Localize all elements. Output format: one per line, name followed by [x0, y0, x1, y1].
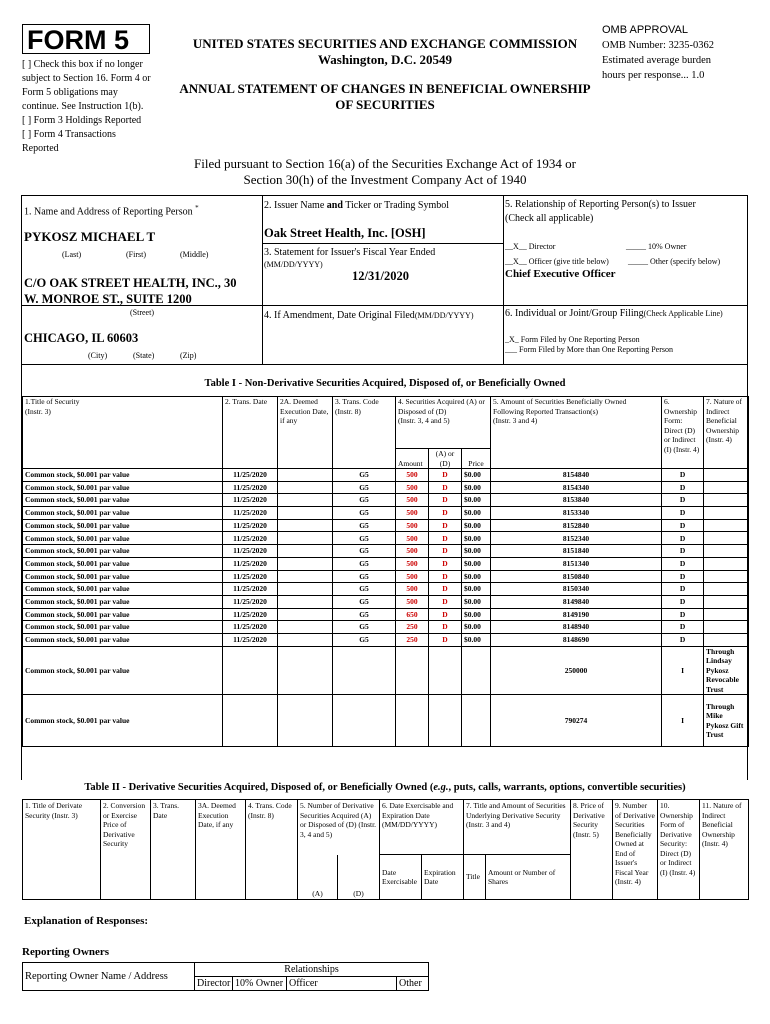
checkbox-line: Reported	[22, 143, 59, 154]
t1-date: 11/25/2020	[223, 494, 278, 507]
t1-owned: 8148940	[491, 621, 662, 634]
form-title: ANNUAL STATEMENT OF CHANGES IN BENEFICIAL OWNERSHIP	[179, 81, 591, 96]
agency-name: UNITED STATES SECURITIES AND EXCHANGE COMMISSION	[192, 36, 578, 51]
t2-h-a: (A)	[298, 855, 338, 900]
t1-date: 11/25/2020	[223, 557, 278, 570]
t1-ad: D	[429, 532, 462, 545]
t1-form: D	[662, 583, 704, 596]
reporting-person-name: PYKOSZ MICHAEL T	[24, 229, 156, 244]
t1-date: 11/25/2020	[223, 545, 278, 558]
ten-pct-header: 10% Owner	[233, 977, 287, 991]
t1-owned: 8150840	[491, 570, 662, 583]
t1-h-amount: Amount	[396, 449, 429, 469]
t1-form: D	[662, 481, 704, 494]
t2-h3a: 3A. Deemed Execution Date, if any	[196, 800, 246, 900]
city-state-zip: CHICAGO, IL 60603	[24, 331, 139, 345]
checkbox-block	[22, 58, 172, 156]
t2-h5: 5. Number of Derivative Securities Acquired (A) or Disposed of (D) (Instr. 3, 4 and 5)	[298, 800, 380, 855]
t1-title: Common stock, $0.001 par value	[23, 608, 223, 621]
t1-title: Common stock, $0.001 par value	[23, 570, 223, 583]
t2-h4: 4. Trans. Code (Instr. 8)	[246, 800, 298, 900]
omb-title: OMB APPROVAL	[602, 24, 688, 36]
t1-amount: 500	[396, 532, 429, 545]
t1-code: G5	[333, 621, 396, 634]
t1-price: $0.00	[462, 532, 491, 545]
table-row	[23, 570, 749, 583]
t1-date: 11/25/2020	[223, 633, 278, 646]
other-header: Other	[397, 977, 429, 991]
t1-ad: D	[429, 595, 462, 608]
table-row	[23, 494, 749, 507]
t1-amount: 500	[396, 583, 429, 596]
omb-burden: Estimated average burden	[602, 55, 712, 66]
table-row	[23, 532, 749, 545]
t1-code: G5	[333, 519, 396, 532]
box3-sub: (MM/DD/YYYY)	[264, 260, 323, 269]
director-header: Director	[195, 977, 233, 991]
first-label: (First)	[126, 250, 146, 259]
relationships-header: Relationships	[195, 963, 429, 977]
t1-owned: 8148690	[491, 633, 662, 646]
t1-indirect-owned: 250000	[491, 646, 662, 695]
t1-owned: 8149840	[491, 595, 662, 608]
last-label: (Last)	[62, 250, 82, 259]
t1-date: 11/25/2020	[223, 595, 278, 608]
t1-owned: 8154840	[491, 469, 662, 482]
t1-code: G5	[333, 583, 396, 596]
checkbox-line[interactable]: [ ] Check this box if no longer	[22, 59, 143, 70]
t1-h-aord: (A) or (D)	[429, 449, 462, 469]
t1-title: Common stock, $0.001 par value	[23, 633, 223, 646]
table-row	[23, 507, 749, 520]
t1-amount: 500	[396, 557, 429, 570]
t1-form: D	[662, 507, 704, 520]
t2-h6: 6. Date Exercisable and Expiration Date (MM/DD/YYYY)	[380, 800, 464, 855]
t1-indirect-form: I	[662, 695, 704, 747]
t1-date: 11/25/2020	[223, 583, 278, 596]
t2-h7: 7. Title and Amount of Securities Underlying Derivative Security (Instr. 3 and 4)	[464, 800, 571, 855]
table-row	[23, 557, 749, 570]
t1-amount: 500	[396, 570, 429, 583]
box2-label: 2. Issuer Name and Ticker or Trading Symbol	[264, 200, 450, 211]
t1-form: D	[662, 621, 704, 634]
table-row	[23, 621, 749, 634]
t1-owned: 8151340	[491, 557, 662, 570]
t1-code: G5	[333, 469, 396, 482]
t1-title: Common stock, $0.001 par value	[23, 532, 223, 545]
t1-ad: D	[429, 583, 462, 596]
t1-title: Common stock, $0.001 par value	[23, 583, 223, 596]
table1-title: Table I - Non-Derivative Securities Acquired, Disposed of, or Beneficially Owned	[204, 378, 566, 389]
t1-title: Common stock, $0.001 par value	[23, 557, 223, 570]
checkbox-line: Form 5 obligations may	[22, 87, 118, 98]
t2-h9: 9. Number of Derivative Securities Beneficially Owned at End of Issuer's Fiscal Year (Instr. 4)	[613, 800, 658, 900]
form-label: FORM 5	[22, 24, 150, 54]
t1-amount: 500	[396, 519, 429, 532]
t1-ad: D	[429, 570, 462, 583]
t1-h-nature: 7. Nature of Indirect Beneficial Ownership (Instr. 4)	[704, 397, 749, 469]
box4-label: 4. If Amendment, Date Original Filed(MM/DD/YYYY)	[264, 310, 474, 321]
t1-owned: 8153340	[491, 507, 662, 520]
table1	[22, 396, 749, 747]
t1-title: Common stock, $0.001 par value	[23, 494, 223, 507]
t1-ad: D	[429, 633, 462, 646]
owner-name-header: Reporting Owner Name / Address	[23, 963, 195, 991]
issuer-name: Oak Street Health, Inc. [OSH]	[264, 226, 426, 240]
t1-amount: 500	[396, 507, 429, 520]
t1-amount: 500	[396, 469, 429, 482]
checkbox-line: subject to Section 16. Form 4 or	[22, 73, 151, 84]
t1-indirect-title: Common stock, $0.001 par value	[23, 646, 223, 695]
t1-date: 11/25/2020	[223, 621, 278, 634]
box5-label: 5. Relationship of Reporting Person(s) to Issuer	[505, 199, 696, 210]
t1-price: $0.00	[462, 583, 491, 596]
t2-h10: 10. Ownership Form of Derivative Security: Direct (D) or Indirect (I) (Instr. 4)	[658, 800, 700, 900]
t1-form: D	[662, 469, 704, 482]
street-line2: W. MONROE ST., SUITE 1200	[24, 292, 192, 306]
agency-city: Washington, D.C. 20549	[318, 52, 452, 67]
ten-pct-check[interactable]: _____ 10% Owner	[626, 242, 687, 251]
t1-owned: 8152840	[491, 519, 662, 532]
t1-amount: 500	[396, 545, 429, 558]
t1-ad: D	[429, 557, 462, 570]
t1-price: $0.00	[462, 519, 491, 532]
t1-price: $0.00	[462, 570, 491, 583]
t1-ad: D	[429, 507, 462, 520]
t1-code: G5	[333, 633, 396, 646]
t1-price: $0.00	[462, 595, 491, 608]
t1-price: $0.00	[462, 494, 491, 507]
t2-h8: 8. Price of Derivative Security (Instr. 5)	[571, 800, 613, 900]
t1-code: G5	[333, 481, 396, 494]
table-row	[23, 519, 749, 532]
table-row	[23, 469, 749, 482]
t1-code: G5	[333, 545, 396, 558]
t1-ad: D	[429, 469, 462, 482]
t1-form: D	[662, 608, 704, 621]
t1-price: $0.00	[462, 557, 491, 570]
t1-h-date: 2. Trans. Date	[223, 397, 278, 469]
box1-label: 1. Name and Address of Reporting Person *	[24, 204, 199, 218]
t1-price: $0.00	[462, 608, 491, 621]
zip-label: (Zip)	[180, 351, 197, 360]
t1-title: Common stock, $0.001 par value	[23, 545, 223, 558]
officer-header: Officer	[287, 977, 397, 991]
other-check[interactable]: _____ Other (specify below)	[628, 257, 721, 266]
t1-code: G5	[333, 608, 396, 621]
table-row	[23, 595, 749, 608]
t2-h3: 3. Trans. Date	[151, 800, 196, 900]
box3-label: 3. Statement for Issuer's Fiscal Year Ended	[264, 247, 436, 258]
t1-form: D	[662, 519, 704, 532]
t1-code: G5	[333, 532, 396, 545]
t1-date: 11/25/2020	[223, 469, 278, 482]
t1-ad: D	[429, 621, 462, 634]
t1-indirect-form: I	[662, 646, 704, 695]
t1-owned: 8154340	[491, 481, 662, 494]
t1-ad: D	[429, 494, 462, 507]
filed-pursuant-line2: Section 30(h) of the Investment Company Act of 1940	[243, 172, 527, 187]
t2-h-exp: Expiration Date	[422, 855, 464, 900]
omb-burden-hours: hours per response... 1.0	[602, 70, 705, 81]
t1-price: $0.00	[462, 545, 491, 558]
checkbox-line[interactable]: [ ] Form 3 Holdings Reported	[22, 115, 142, 126]
t2-h11: 11. Nature of Indirect Beneficial Ownership (Instr. 4)	[700, 800, 749, 900]
t1-indirect-title: Common stock, $0.001 par value	[23, 695, 223, 747]
city-label: (City)	[88, 351, 108, 360]
t1-form: D	[662, 494, 704, 507]
t1-date: 11/25/2020	[223, 507, 278, 520]
t1-form: D	[662, 557, 704, 570]
filing-option-one[interactable]: _X_ Form Filed by One Reporting Person	[505, 335, 640, 344]
t2-h2: 2. Conversion or Exercise Price of Derivative Security	[101, 800, 151, 900]
t1-price: $0.00	[462, 633, 491, 646]
checkbox-line: continue. See Instruction 1(b).	[22, 101, 144, 112]
t1-code: G5	[333, 570, 396, 583]
t1-amount: 500	[396, 595, 429, 608]
t2-h1: 1. Title of Derivate Security (Instr. 3)	[23, 800, 101, 900]
t1-code: G5	[333, 507, 396, 520]
t2-h-title: Title	[464, 855, 486, 900]
omb-box	[602, 23, 714, 83]
t1-ad: D	[429, 608, 462, 621]
t1-h-acquired: 4. Securities Acquired (A) or Disposed of (D) (Instr. 3, 4 and 5)	[396, 397, 491, 449]
t1-amount: 500	[396, 494, 429, 507]
t1-form: D	[662, 570, 704, 583]
officer-title: Chief Executive Officer	[505, 268, 616, 280]
t1-amount: 250	[396, 621, 429, 634]
t1-form: D	[662, 532, 704, 545]
t2-h-d: (D)	[338, 855, 380, 900]
t1-h-price: Price	[462, 449, 491, 469]
filing-option-group[interactable]: ___ Form Filed by More than One Reporting Person	[505, 345, 673, 354]
state-label: (State)	[133, 351, 155, 360]
t1-title: Common stock, $0.001 par value	[23, 621, 223, 634]
t1-title: Common stock, $0.001 par value	[23, 507, 223, 520]
t1-price: $0.00	[462, 621, 491, 634]
director-check[interactable]: __X__ Director	[505, 242, 556, 251]
checkbox-line[interactable]: [ ] Form 4 Transactions	[22, 129, 116, 140]
t1-date: 11/25/2020	[223, 570, 278, 583]
t1-date: 11/25/2020	[223, 481, 278, 494]
t1-code: G5	[333, 595, 396, 608]
filed-pursuant: Filed pursuant to Section 16(a) of the Securities Exchange Act of 1934 or	[194, 156, 576, 171]
street-address	[24, 275, 237, 307]
t1-h-form: 6. Ownership Form: Direct (D) or Indirect (I) (Instr. 4)	[662, 397, 704, 469]
t1-h-owned: 5. Amount of Securities Beneficially Owned Following Reported Transaction(s) (Instr. 3 and 4)	[491, 397, 662, 469]
t1-date: 11/25/2020	[223, 532, 278, 545]
t1-amount: 650	[396, 608, 429, 621]
t1-title: Common stock, $0.001 par value	[23, 481, 223, 494]
t1-title: Common stock, $0.001 par value	[23, 595, 223, 608]
table-row	[23, 608, 749, 621]
t2-h-amount: Amount or Number of Shares	[486, 855, 571, 900]
t1-ad: D	[429, 545, 462, 558]
box5-label-sub: (Check all applicable)	[505, 213, 594, 224]
street-line1: C/O OAK STREET HEALTH, INC., 30	[24, 276, 237, 290]
t1-code: G5	[333, 494, 396, 507]
table-row	[23, 633, 749, 646]
t1-form: D	[662, 545, 704, 558]
officer-check[interactable]: __X__ Officer (give title below)	[505, 257, 609, 266]
t1-form: D	[662, 595, 704, 608]
table-row	[23, 481, 749, 494]
t1-h-code: 3. Trans. Code (Instr. 8)	[333, 397, 396, 469]
fiscal-year-end: 12/31/2020	[352, 269, 409, 283]
t1-form: D	[662, 633, 704, 646]
middle-label: (Middle)	[180, 250, 209, 259]
table2-title: Table II - Derivative Securities Acquired, Disposed of, or Beneficially Owned (e.g., puts, calls, warrants, options, convertible securities)	[84, 782, 686, 793]
reporting-owners-table	[22, 962, 429, 991]
form-title-line2: OF SECURITIES	[335, 97, 435, 112]
t1-amount: 250	[396, 633, 429, 646]
t1-indirect-nature: Through Lindsay Pykosz Revocable Trust	[704, 646, 749, 695]
t1-h-deemed: 2A. Deemed Execution Date, if any	[278, 397, 333, 469]
t1-ad: D	[429, 481, 462, 494]
t1-title: Common stock, $0.001 par value	[23, 519, 223, 532]
t1-owned: 8151840	[491, 545, 662, 558]
t2-h-date-ex: Date Exercisable	[380, 855, 422, 900]
t1-owned: 8150340	[491, 583, 662, 596]
t1-price: $0.00	[462, 507, 491, 520]
t1-ad: D	[429, 519, 462, 532]
table-row	[23, 545, 749, 558]
t1-owned: 8149190	[491, 608, 662, 621]
t1-title: Common stock, $0.001 par value	[23, 469, 223, 482]
table2	[22, 799, 749, 900]
box6-label: 6. Individual or Joint/Group Filing(Check Applicable Line)	[505, 308, 723, 319]
t1-amount: 500	[396, 481, 429, 494]
t1-h-title: 1.Title of Security (Instr. 3)	[23, 397, 223, 469]
table-row	[23, 583, 749, 596]
t1-owned: 8153840	[491, 494, 662, 507]
t1-price: $0.00	[462, 481, 491, 494]
street-label: (Street)	[130, 308, 154, 317]
t1-indirect-owned: 790274	[491, 695, 662, 747]
t1-code: G5	[333, 557, 396, 570]
reporting-owners-heading: Reporting Owners	[22, 946, 110, 958]
t1-indirect-nature: Through Mike Pykosz Gift Trust	[704, 695, 749, 747]
t1-date: 11/25/2020	[223, 608, 278, 621]
t1-owned: 8152340	[491, 532, 662, 545]
t1-date: 11/25/2020	[223, 519, 278, 532]
t1-price: $0.00	[462, 469, 491, 482]
omb-number: OMB Number: 3235-0362	[602, 40, 714, 51]
explanation-heading: Explanation of Responses:	[24, 915, 149, 927]
